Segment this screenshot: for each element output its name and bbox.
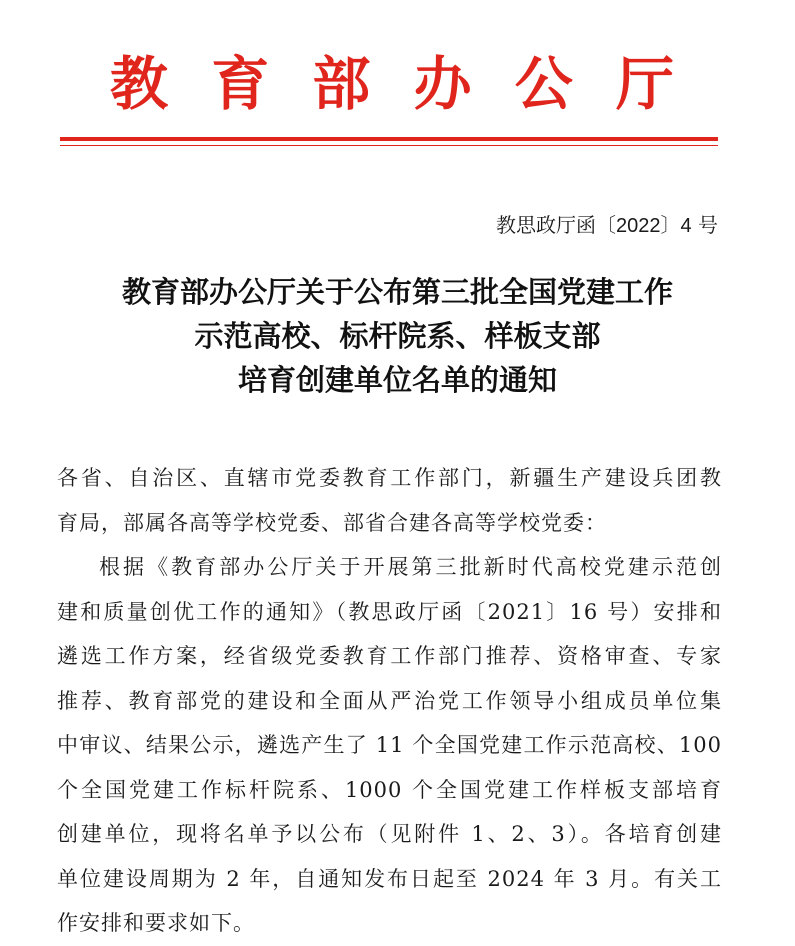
- body-line: 中审议、结果公示，遴选产生了 11 个全国党建工作示范高校、100: [57, 733, 722, 757]
- letterhead-char: 公: [514, 50, 573, 118]
- body-line: 个全国党建工作标杆院系、1000 个全国党建工作样板支部培育: [57, 777, 722, 802]
- document-number-middle: 〕: [660, 213, 681, 237]
- body-line: 创建单位，现将名单予以公布（见附件 1、2、3）。各培育创建: [57, 822, 722, 846]
- document-body: [57, 456, 722, 946]
- title-line-1: 教育部办公厅关于公布第三批全国党建工作: [121, 275, 673, 309]
- body-line: 各省、自治区、直辖市党委教育工作部门，新疆生产建设兵团教: [57, 466, 722, 490]
- letterhead-divider-thin: [60, 145, 718, 146]
- body-line: 单位建设周期为 2 年，自通知发布日起至 2024 年 3 月。有关工: [57, 866, 722, 891]
- document-title: [40, 270, 755, 402]
- body-line: 根据《教育部办公厅关于开展第三批新时代高校党建示范创: [99, 555, 722, 579]
- letterhead-char: 部: [312, 50, 371, 118]
- body-line: 遴选工作方案，经省级党委教育工作部门推荐、资格审查、专家: [57, 644, 722, 668]
- document-number-prefix: 教思政厅函〔: [496, 213, 617, 237]
- title-line-3: 培育创建单位名单的通知: [237, 363, 557, 397]
- letterhead-char: 厅: [615, 50, 674, 118]
- body-line: 育局，部属各高等学校党委、部省合建各高等学校党委：: [57, 510, 607, 535]
- letterhead: [60, 44, 720, 124]
- document-number-suffix: 号: [691, 213, 718, 237]
- body-line: 作安排和要求如下。: [57, 911, 255, 935]
- body-line: 建和质量创优工作的通知》（教思政厅函〔2021〕16 号）安排和: [57, 599, 722, 624]
- document-number-value: 4: [680, 215, 692, 237]
- document-number-year: 2022: [616, 215, 661, 237]
- letterhead-char: 教: [110, 50, 169, 118]
- document-number: [496, 211, 718, 240]
- body-line: 推荐、教育部党的建设和全面从严治党工作领导小组成员单位集: [57, 688, 722, 713]
- letterhead-char: 办: [413, 50, 472, 118]
- letterhead-char: 育: [211, 50, 270, 118]
- title-line-2: 示范高校、标杆院系、样板支部: [194, 319, 601, 353]
- letterhead-divider-thick: [60, 137, 718, 141]
